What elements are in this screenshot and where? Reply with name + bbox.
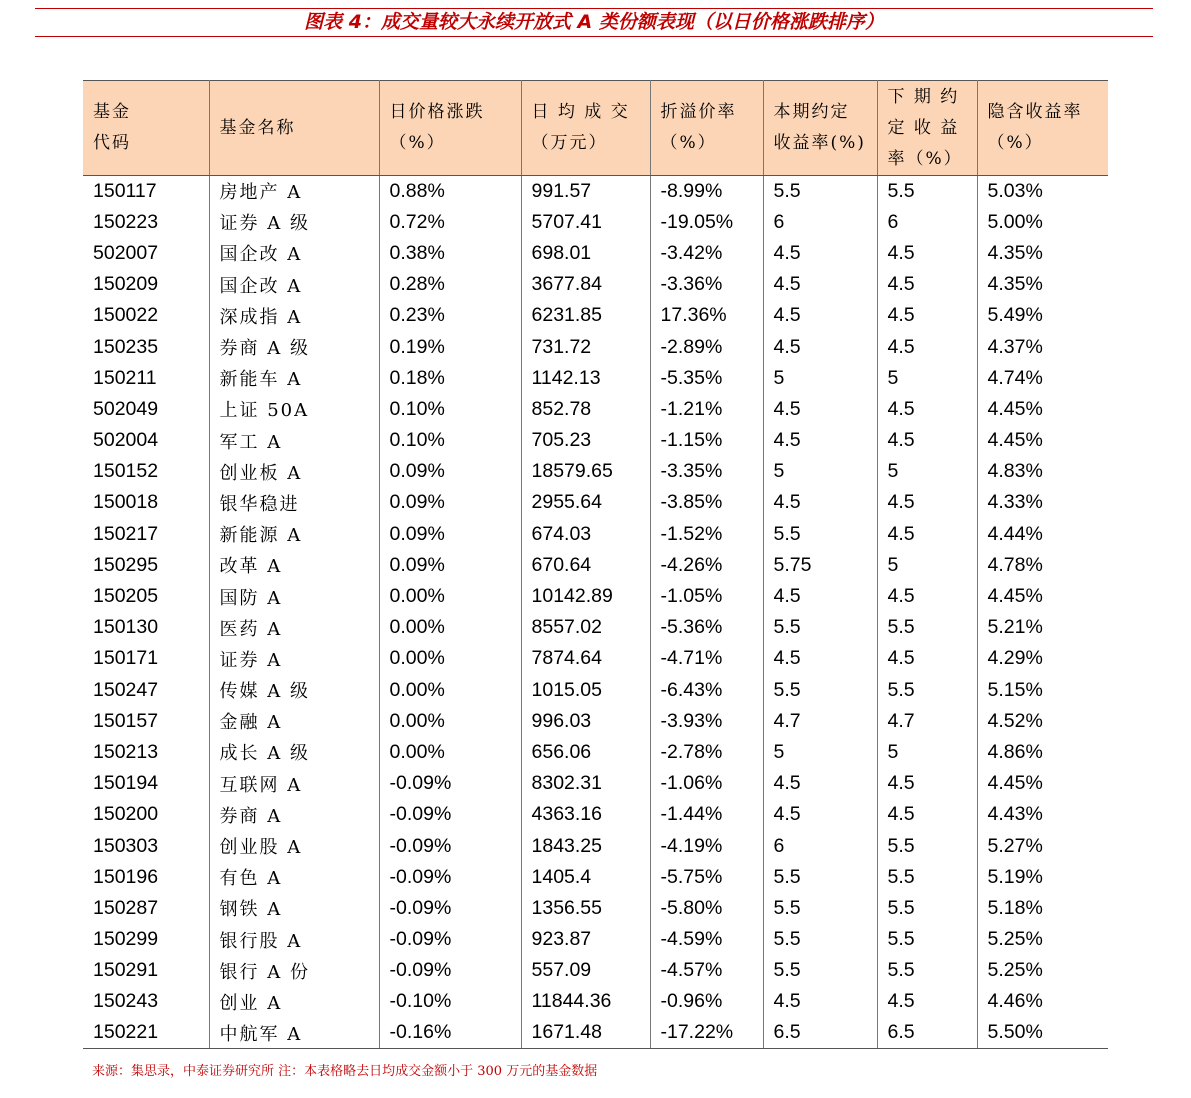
table-cell: 5.5 (877, 924, 977, 955)
table-cell: 军工 A (209, 425, 379, 456)
table-cell: 5.5 (763, 176, 877, 207)
table-cell: 4.29% (977, 643, 1108, 674)
table-cell: 金融 A (209, 706, 379, 737)
table-cell: 4.5 (877, 238, 977, 269)
table-cell: 4.5 (763, 799, 877, 830)
table-cell: 银行股 A (209, 924, 379, 955)
table-cell: -0.96% (650, 986, 763, 1017)
table-cell: -0.09% (379, 799, 521, 830)
table-cell: 4.5 (877, 643, 977, 674)
table-cell: 4.74% (977, 363, 1108, 394)
table-cell: 150223 (83, 207, 209, 238)
table-cell: 传媒 A 级 (209, 675, 379, 706)
table-cell: 4.5 (763, 331, 877, 362)
table-cell: -0.09% (379, 893, 521, 924)
table-cell: 4.5 (763, 238, 877, 269)
table-cell: 5.75 (763, 550, 877, 581)
table-cell: -4.26% (650, 550, 763, 581)
table-cell: 1843.25 (521, 830, 650, 861)
table-cell: 2955.64 (521, 487, 650, 518)
table-cell: 705.23 (521, 425, 650, 456)
table-cell: 8302.31 (521, 768, 650, 799)
title-block (35, 8, 1153, 37)
table-cell: 5.5 (763, 862, 877, 893)
table-body (83, 176, 1108, 1049)
table-cell: 0.72% (379, 207, 521, 238)
table-cell: 5707.41 (521, 207, 650, 238)
table-cell: -4.59% (650, 924, 763, 955)
table-cell: 5.5 (763, 675, 877, 706)
column-header-line: 本期约定 (773, 102, 850, 122)
table-cell: 5.5 (877, 675, 977, 706)
table-row (83, 550, 1108, 581)
table-cell: 钢铁 A (209, 893, 379, 924)
table-cell: 5.21% (977, 612, 1108, 643)
table-cell: 4.7 (877, 706, 977, 737)
table-cell: 改革 A (209, 550, 379, 581)
column-header-line: 收益率(%) (773, 133, 866, 153)
table-row (83, 425, 1108, 456)
table-cell: -8.99% (650, 176, 763, 207)
table-cell: -1.21% (650, 394, 763, 425)
table-cell: 新能源 A (209, 519, 379, 550)
table-cell: 150295 (83, 550, 209, 581)
table-cell: 银行 A 份 (209, 955, 379, 986)
table-cell: -0.09% (379, 768, 521, 799)
table-cell: 852.78 (521, 394, 650, 425)
table-cell: 923.87 (521, 924, 650, 955)
fund-table (83, 80, 1108, 1049)
table-row (83, 519, 1108, 550)
table-cell: 150152 (83, 456, 209, 487)
table-cell: 1405.4 (521, 862, 650, 893)
table-cell: 4.5 (877, 487, 977, 518)
table-cell: 券商 A (209, 799, 379, 830)
table-cell: 5.5 (763, 519, 877, 550)
table-cell: 5 (877, 363, 977, 394)
table-cell: 1015.05 (521, 675, 650, 706)
table-cell: 656.06 (521, 737, 650, 768)
table-cell: -3.93% (650, 706, 763, 737)
table-cell: 150200 (83, 799, 209, 830)
column-header-line: 下 期 约 (887, 86, 960, 107)
table-row (83, 331, 1108, 362)
table-cell: 0.23% (379, 300, 521, 331)
table-cell: -3.35% (650, 456, 763, 487)
table-cell: 5.5 (877, 830, 977, 861)
table-cell: 1356.55 (521, 893, 650, 924)
table-cell: 150247 (83, 675, 209, 706)
column-header-line: 基金 (93, 102, 131, 122)
table-cell: 5 (877, 456, 977, 487)
table-row (83, 176, 1108, 207)
table-cell: 0.88% (379, 176, 521, 207)
table-cell: -6.43% (650, 675, 763, 706)
table-row (83, 799, 1108, 830)
table-row (83, 986, 1108, 1017)
table-cell: 5.5 (877, 893, 977, 924)
table-cell: 502004 (83, 425, 209, 456)
table-cell: 996.03 (521, 706, 650, 737)
table-cell: 5.49% (977, 300, 1108, 331)
table-cell: 券商 A 级 (209, 331, 379, 362)
table-cell: 150221 (83, 1018, 209, 1049)
table-cell: 5.5 (763, 893, 877, 924)
table-cell: 5.25% (977, 924, 1108, 955)
table-cell: 房地产 A (209, 176, 379, 207)
table-cell: 150117 (83, 176, 209, 207)
table-cell: 150157 (83, 706, 209, 737)
table-cell: 4.5 (763, 643, 877, 674)
table-row (83, 862, 1108, 893)
table-cell: -3.85% (650, 487, 763, 518)
column-header-line: 定 收 益 (887, 117, 960, 138)
column-header-line: 日 均 成 交 (531, 102, 630, 122)
table-cell: 4.5 (763, 394, 877, 425)
table-cell: 150205 (83, 581, 209, 612)
table-row (83, 238, 1108, 269)
table-cell: 4.5 (763, 581, 877, 612)
table-cell: 150217 (83, 519, 209, 550)
table-cell: 5.5 (763, 924, 877, 955)
table-cell: 4.86% (977, 737, 1108, 768)
table-cell: -3.42% (650, 238, 763, 269)
table-cell: 0.00% (379, 612, 521, 643)
table-cell: -5.36% (650, 612, 763, 643)
table-cell: -0.09% (379, 924, 521, 955)
table-cell: 5.15% (977, 675, 1108, 706)
table-cell: -1.44% (650, 799, 763, 830)
table-cell: 5.03% (977, 176, 1108, 207)
table-cell: -0.09% (379, 862, 521, 893)
table-cell: 5 (877, 550, 977, 581)
table-cell: -2.78% (650, 737, 763, 768)
table-cell: 4.45% (977, 394, 1108, 425)
table-cell: 0.19% (379, 331, 521, 362)
table-cell: 11844.36 (521, 986, 650, 1017)
table-cell: 17.36% (650, 300, 763, 331)
title-bottom-rule (35, 36, 1153, 37)
table-cell: 150018 (83, 487, 209, 518)
table-cell: -0.09% (379, 830, 521, 861)
table-cell: 6 (877, 207, 977, 238)
table-cell: 150287 (83, 893, 209, 924)
table-row (83, 394, 1108, 425)
table-cell: 150243 (83, 986, 209, 1017)
table-cell: 0.10% (379, 425, 521, 456)
table-header-row (83, 81, 1108, 176)
table-cell: -1.52% (650, 519, 763, 550)
table-cell: 互联网 A (209, 768, 379, 799)
table-cell: 0.00% (379, 737, 521, 768)
table-cell: 7874.64 (521, 643, 650, 674)
table-cell: 4.5 (877, 799, 977, 830)
table-cell: 4.45% (977, 768, 1108, 799)
table-cell: -1.05% (650, 581, 763, 612)
table-cell: 150209 (83, 269, 209, 300)
table-cell: 0.09% (379, 487, 521, 518)
table-cell: 5.5 (877, 612, 977, 643)
table-cell: 4.5 (877, 986, 977, 1017)
table-row (83, 643, 1108, 674)
table-cell: 5 (763, 737, 877, 768)
column-header-line: （万元） (531, 133, 608, 153)
table-cell: -5.80% (650, 893, 763, 924)
table-cell: 4.44% (977, 519, 1108, 550)
table-cell: 5 (877, 737, 977, 768)
table-row (83, 768, 1108, 799)
table-cell: 0.00% (379, 675, 521, 706)
table-cell: 6.5 (877, 1018, 977, 1049)
table-cell: 4.5 (877, 300, 977, 331)
table-cell: 5.5 (877, 176, 977, 207)
table-cell: 150194 (83, 768, 209, 799)
table-row (83, 269, 1108, 300)
table-cell: 0.00% (379, 581, 521, 612)
table-row (83, 581, 1108, 612)
table-cell: 银华稳进 (209, 487, 379, 518)
table-cell: 证券 A (209, 643, 379, 674)
table-cell: 4.5 (877, 331, 977, 362)
table-cell: -1.06% (650, 768, 763, 799)
table-row (83, 207, 1108, 238)
table-cell: -0.09% (379, 955, 521, 986)
table-cell: -1.15% (650, 425, 763, 456)
table-cell: 5.5 (763, 612, 877, 643)
table-cell: 4.52% (977, 706, 1108, 737)
table-cell: 5.00% (977, 207, 1108, 238)
column-header (209, 81, 379, 176)
column-header (977, 81, 1108, 176)
table-cell: 5.18% (977, 893, 1108, 924)
table-cell: 150130 (83, 612, 209, 643)
table-cell: 0.10% (379, 394, 521, 425)
table-cell: -17.22% (650, 1018, 763, 1049)
column-header-line: 日价格涨跌 (389, 102, 485, 122)
table-cell: 1142.13 (521, 363, 650, 394)
table-cell: 4.35% (977, 269, 1108, 300)
table-cell: 4.5 (763, 269, 877, 300)
table-cell: -0.10% (379, 986, 521, 1017)
table-cell: 5.19% (977, 862, 1108, 893)
column-header-line: （%） (987, 133, 1044, 153)
table-cell: 0.28% (379, 269, 521, 300)
table-cell: 8557.02 (521, 612, 650, 643)
table-cell: 150022 (83, 300, 209, 331)
table-cell: 4.5 (763, 986, 877, 1017)
table-cell: 991.57 (521, 176, 650, 207)
table-cell: -4.71% (650, 643, 763, 674)
column-header-line: 率（%） (887, 148, 963, 169)
table-cell: 4.5 (877, 519, 977, 550)
table-cell: 0.09% (379, 456, 521, 487)
table-cell: 6 (763, 830, 877, 861)
table-cell: 150213 (83, 737, 209, 768)
table-cell: 1671.48 (521, 1018, 650, 1049)
table-cell: 创业股 A (209, 830, 379, 861)
table-cell: 4.5 (877, 269, 977, 300)
column-header (877, 81, 977, 176)
table-cell: 5.25% (977, 955, 1108, 986)
column-header (379, 81, 521, 176)
column-header-line: 代码 (93, 133, 131, 153)
table-cell: 502007 (83, 238, 209, 269)
table-cell: 国企改 A (209, 269, 379, 300)
table-cell: 731.72 (521, 331, 650, 362)
table-cell: 670.64 (521, 550, 650, 581)
table-cell: 4363.16 (521, 799, 650, 830)
table-cell: 5.27% (977, 830, 1108, 861)
table-cell: -2.89% (650, 331, 763, 362)
figure-title: 图表 4：成交量较大永续开放式 A 类份额表现（以日价格涨跌排序） (304, 11, 884, 33)
table-cell: 成长 A 级 (209, 737, 379, 768)
table-cell: 5.50% (977, 1018, 1108, 1049)
table-cell: 深成指 A (209, 300, 379, 331)
table-cell: 674.03 (521, 519, 650, 550)
table-cell: 5.5 (763, 955, 877, 986)
table-row (83, 363, 1108, 394)
table-cell: 证券 A 级 (209, 207, 379, 238)
table-cell: -4.57% (650, 955, 763, 986)
table-cell: 4.5 (763, 425, 877, 456)
table-cell: 4.7 (763, 706, 877, 737)
table-cell: 0.00% (379, 643, 521, 674)
table-cell: 150235 (83, 331, 209, 362)
table-cell: 0.18% (379, 363, 521, 394)
table-cell: 150299 (83, 924, 209, 955)
column-header-line: 隐含收益率 (987, 102, 1083, 122)
table-cell: 4.78% (977, 550, 1108, 581)
table-cell: 5 (763, 363, 877, 394)
table-row (83, 924, 1108, 955)
table-cell: 18579.65 (521, 456, 650, 487)
table-cell: 4.5 (763, 487, 877, 518)
table-cell: 4.35% (977, 238, 1108, 269)
table-cell: 创业板 A (209, 456, 379, 487)
table-row (83, 1018, 1108, 1049)
table-cell: 150303 (83, 830, 209, 861)
table-row (83, 487, 1108, 518)
table-cell: 6.5 (763, 1018, 877, 1049)
table-cell: -5.75% (650, 862, 763, 893)
table-cell: 0.09% (379, 550, 521, 581)
table-cell: 10142.89 (521, 581, 650, 612)
table-cell: 150291 (83, 955, 209, 986)
table-row (83, 706, 1108, 737)
table-cell: 5.5 (877, 955, 977, 986)
table-cell: 国防 A (209, 581, 379, 612)
column-header (650, 81, 763, 176)
column-header-line: （%） (389, 133, 446, 153)
table-cell: 4.46% (977, 986, 1108, 1017)
table-cell: 4.5 (877, 768, 977, 799)
table-cell: 502049 (83, 394, 209, 425)
table-cell: 4.45% (977, 581, 1108, 612)
table-cell: 4.5 (877, 581, 977, 612)
table-cell: 0.38% (379, 238, 521, 269)
table-cell: 0.09% (379, 519, 521, 550)
table-row (83, 300, 1108, 331)
table-cell: 创业 A (209, 986, 379, 1017)
table-cell: -5.35% (650, 363, 763, 394)
table-cell: -19.05% (650, 207, 763, 238)
table-cell: 5.5 (877, 862, 977, 893)
column-header (83, 81, 209, 176)
column-header (763, 81, 877, 176)
table-cell: 6231.85 (521, 300, 650, 331)
table-cell: -4.19% (650, 830, 763, 861)
table-cell: 150211 (83, 363, 209, 394)
table-row (83, 675, 1108, 706)
table-cell: -3.36% (650, 269, 763, 300)
table-cell: 中航军 A (209, 1018, 379, 1049)
table-row (83, 893, 1108, 924)
column-header (521, 81, 650, 176)
table-cell: 0.00% (379, 706, 521, 737)
table-cell: 5 (763, 456, 877, 487)
column-header-line: （%） (660, 133, 717, 153)
table-row (83, 955, 1108, 986)
table-cell: 4.5 (763, 768, 877, 799)
table-cell: 医药 A (209, 612, 379, 643)
table-cell: 有色 A (209, 862, 379, 893)
table-cell: 4.5 (763, 300, 877, 331)
table-cell: 3677.84 (521, 269, 650, 300)
table-cell: 4.43% (977, 799, 1108, 830)
table-row (83, 612, 1108, 643)
table-cell: 4.5 (877, 425, 977, 456)
table-cell: 4.33% (977, 487, 1108, 518)
table-cell: 4.45% (977, 425, 1108, 456)
table-cell: 4.83% (977, 456, 1108, 487)
table-cell: 150196 (83, 862, 209, 893)
table-cell: 4.37% (977, 331, 1108, 362)
table-cell: 150171 (83, 643, 209, 674)
table-cell: 新能车 A (209, 363, 379, 394)
table-cell: -0.16% (379, 1018, 521, 1049)
table-row (83, 456, 1108, 487)
table-cell: 上证 50A (209, 394, 379, 425)
table-cell: 698.01 (521, 238, 650, 269)
column-header-line: 折溢价率 (660, 102, 737, 122)
column-header-line: 基金名称 (219, 117, 296, 138)
table-row (83, 830, 1108, 861)
table-cell: 557.09 (521, 955, 650, 986)
source-note: 来源：集思录，中泰证券研究所 注：本表格略去日均成交金额小于 300 万元的基金数据 (92, 1064, 598, 1079)
table-cell: 6 (763, 207, 877, 238)
table-cell: 国企改 A (209, 238, 379, 269)
table-row (83, 737, 1108, 768)
table-cell: 4.5 (877, 394, 977, 425)
